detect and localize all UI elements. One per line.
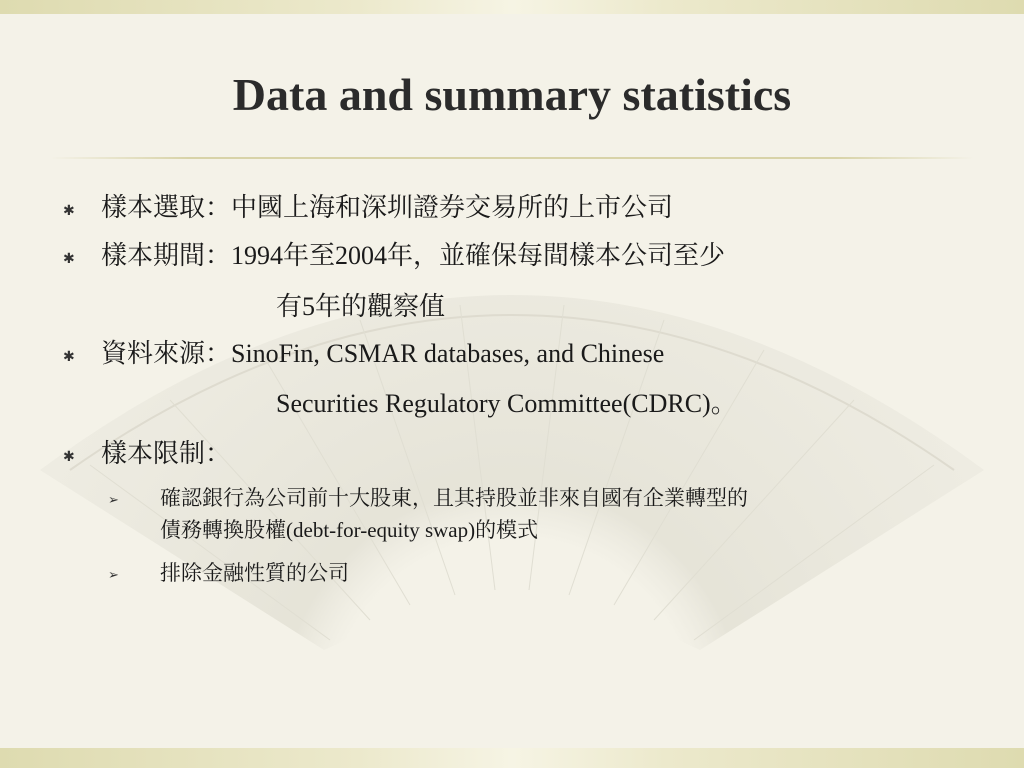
bullet-sample-restrictions: 樣本限制：: [101, 439, 232, 468]
bullet-sample-period: 樣本期間：1994年至2004年，並確保每間樣本公司至少: [101, 241, 726, 270]
bullet-data-source: 資料來源：SinoFin, CSMAR databases, and Chinese: [101, 339, 665, 368]
asterisk-bullet-icon: ✱: [63, 252, 75, 267]
bullet-data-source-cont: Securities Regulatory Committee(CDRC)。: [276, 389, 737, 418]
bullet-sample-selection: 樣本選取：中國上海和深圳證券交易所的上市公司: [101, 193, 674, 222]
slide-title: Data and summary statistics: [232, 69, 792, 120]
arrow-bullet-icon: ➢: [108, 567, 119, 582]
sub-bullet-bank-shareholder: 確認銀行為公司前十大股東，且其持股並非來自國有企業轉型的: [160, 486, 748, 510]
sub-bullet-exclude-financial: 排除金融性質的公司: [160, 561, 349, 585]
asterisk-bullet-icon: ✱: [63, 204, 75, 219]
asterisk-bullet-icon: ✱: [63, 450, 75, 465]
bullet-sample-period-cont: 有5年的觀察值: [276, 292, 446, 321]
sub-bullet-bank-shareholder-cont: 債務轉換股權(debt-for-equity swap)的模式: [160, 518, 539, 542]
arrow-bullet-icon: ➢: [108, 492, 119, 507]
asterisk-bullet-icon: ✱: [63, 350, 75, 365]
